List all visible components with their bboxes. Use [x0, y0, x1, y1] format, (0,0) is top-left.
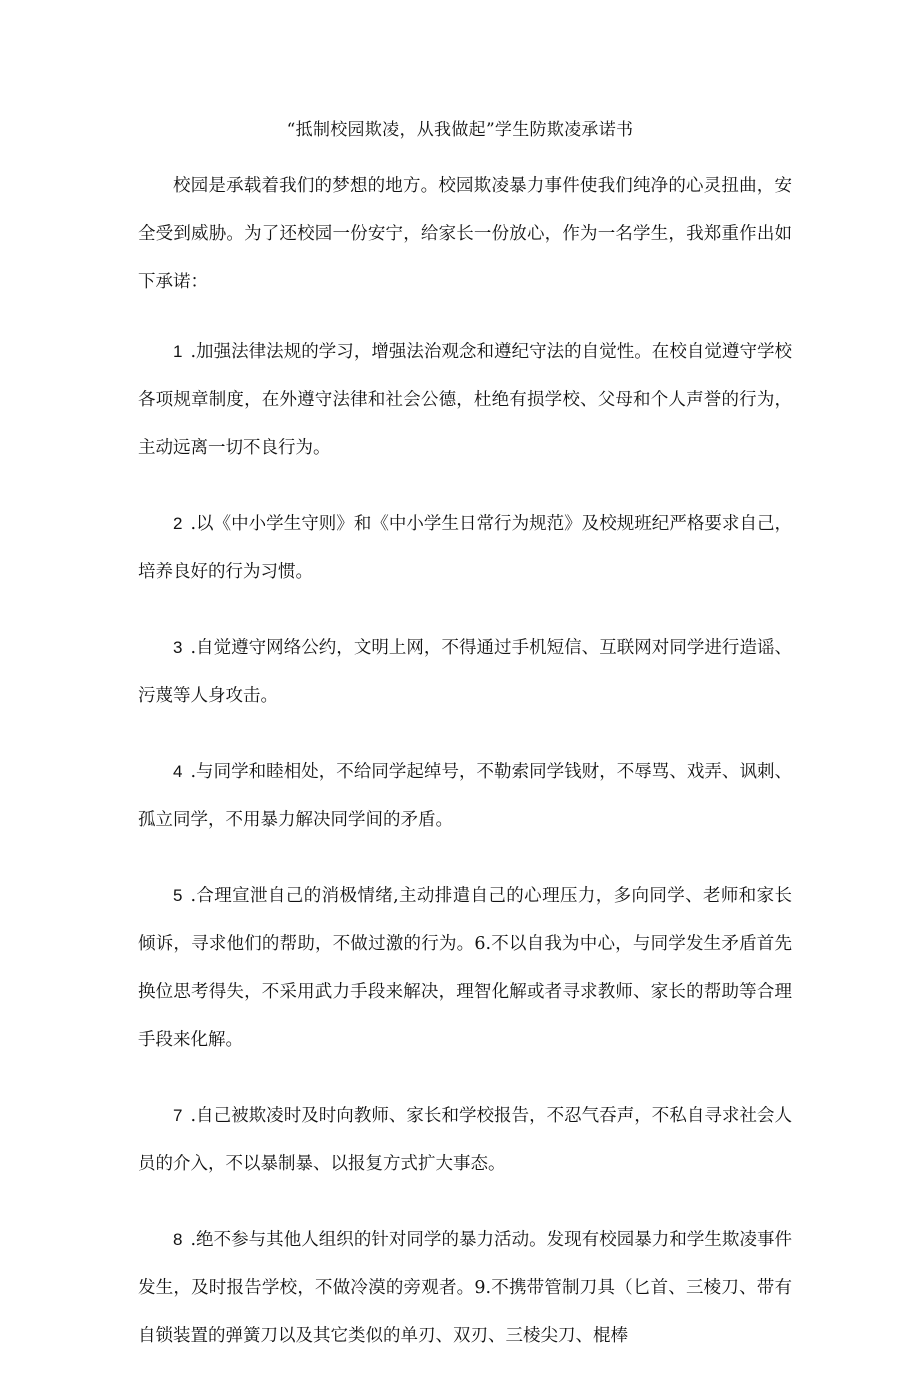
- item-number: 3: [173, 638, 183, 657]
- item-text: .与同学和睦相处，不给同学起绰号，不勒索同学钱财，不辱骂、戏弄、讽刺、孤立同学，不用暴力解决同学间的矛盾。: [138, 762, 792, 830]
- item-text: .合理宣泄自己的消极情绪,主动排遣自己的心理压力，多向同学、老师和家长倾诉，寻求他们的帮助，不做过激的行为。6.不以自我为中心，与同学发生矛盾首先换位思考得失，不采用武力手段来解决，理智化解或者寻求教师、家长的帮助等合理手段来化解。: [138, 886, 792, 1050]
- commitment-item-8: [138, 1216, 792, 1360]
- commitment-item-4: [138, 748, 792, 844]
- item-text: .以《中小学生守则》和《中小学生日常行为规范》及校规班纪严格要求自己，培养良好的行为习惯。: [138, 514, 792, 582]
- document-body: [138, 162, 792, 1388]
- item-number: 4: [173, 762, 183, 781]
- item-number: 8: [173, 1230, 183, 1249]
- item-number: 2: [173, 514, 183, 533]
- item-text: .自觉遵守网络公约，文明上网，不得通过手机短信、互联网对同学进行造谣、污蔑等人身攻击。: [138, 638, 792, 706]
- commitment-item-5: [138, 872, 792, 1064]
- commitment-item-3: [138, 624, 792, 720]
- item-number: 5: [173, 886, 183, 905]
- item-text: .自己被欺凌时及时向教师、家长和学校报告，不忍气吞声，不私自寻求社会人员的介入，不以暴制暴、以报复方式扩大事态。: [138, 1106, 792, 1174]
- intro-paragraph: 校园是承载着我们的梦想的地方。校园欺凌暴力事件使我们纯净的心灵扭曲，安全受到威胁。为了还校园一份安宁，给家长一份放心，作为一名学生，我郑重作出如下承诺：: [138, 176, 792, 292]
- item-text: .绝不参与其他人组织的针对同学的暴力活动。发现有校园暴力和学生欺凌事件发生，及时报告学校，不做冷漠的旁观者。9.不携带管制刀具（匕首、三棱刀、带有自锁装置的弹簧刀以及其它类似的单刃、双刃、三棱尖刀、棍棒: [138, 1230, 792, 1346]
- document-title: “抵制校园欺凌，从我做起”学生防欺凌承诺书: [286, 120, 634, 140]
- item-text: .加强法律法规的学习，增强法治观念和遵纪守法的自觉性。在校自觉遵守学校各项规章制度，在外遵守法律和社会公德，杜绝有损学校、父母和个人声誉的行为，主动远离一切不良行为。: [138, 342, 792, 458]
- commitment-item-7: [138, 1092, 792, 1188]
- item-number: 7: [173, 1106, 183, 1125]
- item-number: 1: [173, 342, 183, 361]
- commitment-item-1: [138, 328, 792, 472]
- commitment-item-2: [138, 500, 792, 596]
